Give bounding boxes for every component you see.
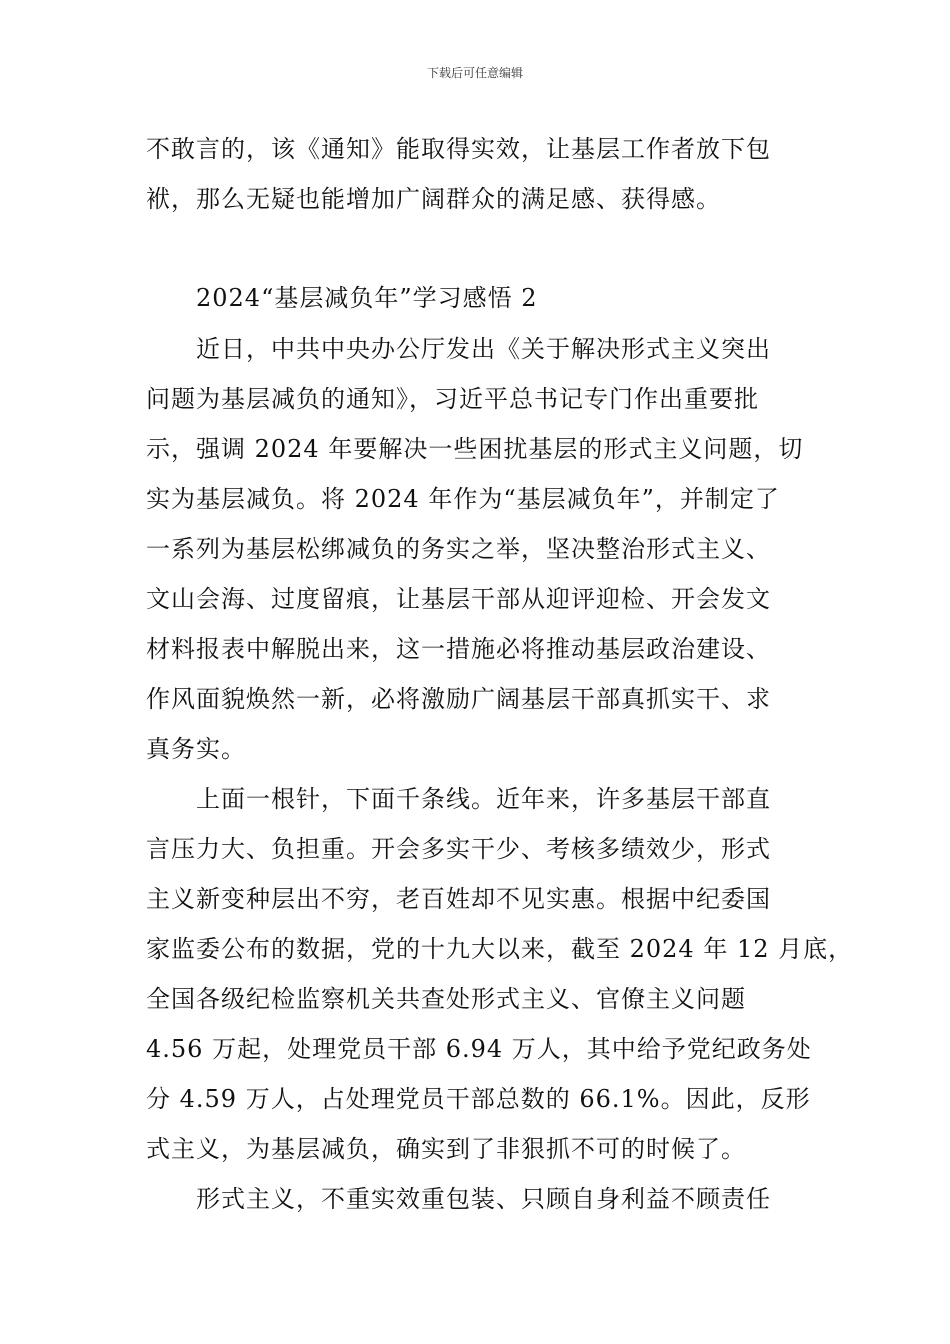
text-line: 真务实。: [146, 735, 246, 763]
text-line: 实为基层减负。将 2024 年作为“基层减负年”，并制定了: [146, 485, 780, 513]
section-title: 2024“基层减负年”学习感悟 2: [196, 284, 538, 312]
text-line: 示，强调 2024 年要解决一些困扰基层的形式主义问题，切: [146, 435, 804, 463]
text-line: 主义新变种层出不穷，老百姓却不见实惠。根据中纪委国: [146, 885, 771, 913]
text-line: 上面一根针，下面千条线。近年来，许多基层干部直: [196, 785, 771, 813]
text-line: 形式主义，不重实效重包装、只顾自身利益不顾责任: [196, 1185, 771, 1213]
text-line: 不敢言的，该《通知》能取得实效，让基层工作者放下包: [146, 135, 771, 163]
text-line: 问题为基层减负的通知》，习近平总书记专门作出重要批: [146, 385, 759, 413]
page-header: 下载后可任意编辑: [426, 66, 523, 80]
text-line: 式主义，为基层减负，确实到了非狠抓不可的时候了。: [146, 1135, 746, 1163]
text-line: 作风面貌焕然一新，必将激励广阔基层干部真抓实干、求: [146, 685, 771, 713]
text-line: 4.56 万起，处理党员干部 6.94 万人，其中给予党纪政务处: [146, 1035, 812, 1063]
text-line: 一系列为基层松绑减负的务实之举，坚决整治形式主义、: [146, 535, 771, 563]
text-line: 近日，中共中央办公厅发出《关于解决形式主义突出: [196, 335, 771, 363]
text-line: 袱，那么无疑也能增加广阔群众的满足感、获得感。: [146, 185, 721, 213]
text-line: 分 4.59 万人，占处理党员干部总数的 66.1%。因此，反形: [146, 1085, 811, 1113]
text-line: 材料报表中解脱出来，这一措施必将推动基层政治建设、: [146, 635, 771, 663]
text-line: 全国各级纪检监察机关共查处形式主义、官僚主义问题: [146, 985, 746, 1013]
text-line: 文山会海、过度留痕，让基层干部从迎评迎检、开会发文: [146, 585, 771, 613]
text-line: 家监委公布的数据，党的十九大以来，截至 2024 年 12 月底，: [146, 935, 854, 963]
text-line: 言压力大、负担重。开会多实干少、考核多绩效少，形式: [146, 835, 771, 863]
